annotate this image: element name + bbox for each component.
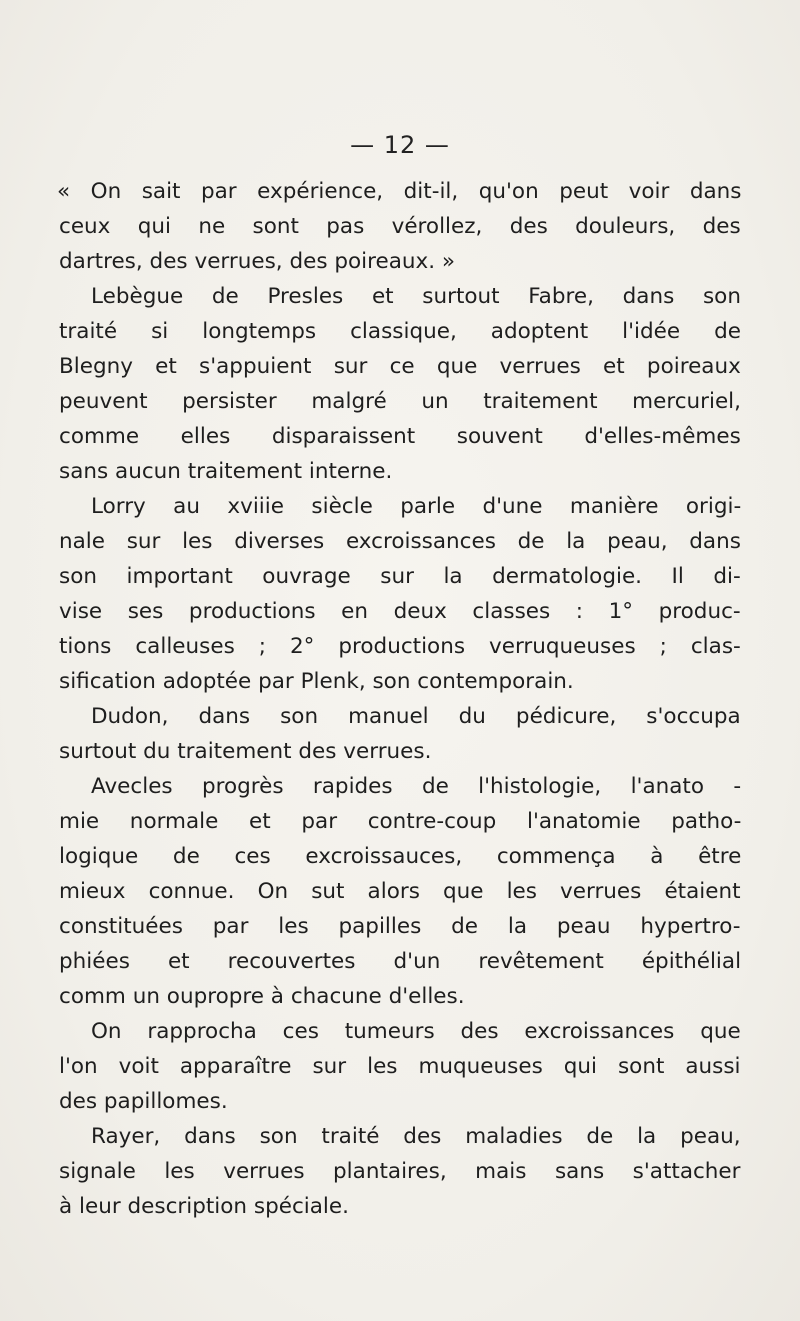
text-line-16: Dudon, dans son manuel du pédicure, s'occupa [91,704,741,729]
text-line-28: Rayer, dans son traité des maladies de la peau, [91,1124,741,1149]
text-line-3: dartres, des verrues, des poireaux. » [59,249,456,274]
text-line-29: signale les verrues plantaires, mais sans s'attacher [59,1159,741,1184]
text-line-21: mieux connue. On sut alors que les verrues étaient [59,879,741,904]
text-line-13: vise ses productions en deux classes : 1° produc- [59,599,741,624]
page-number-header: — 12 — [350,131,450,159]
text-line-30: à leur description spéciale. [59,1194,349,1219]
text-line-19: mie normale et par contre-coup l'anatomie patho- [59,809,742,834]
text-line-9: sans aucun traitement interne. [59,459,393,484]
text-line-5: traité si longtemps classique, adoptent l'idée de [59,319,741,344]
text-line-18: Avecles progrès rapides de l'histologie, l'anato - [91,774,742,799]
text-line-23: phiées et recouvertes d'un revêtement épithélial [59,949,742,974]
text-line-24: comm un oupropre à chacune d'elles. [59,984,465,1009]
text-line-22: constituées par les papilles de la peau hypertro- [59,914,741,939]
text-line-20: logique de ces excroissauces, commença à être [59,844,742,869]
text-line-14: tions calleuses ; 2° productions verruqueuses ; clas- [59,634,741,659]
text-line-15: sification adoptée par Plenk, son contemporain. [59,669,574,694]
text-line-7: peuvent persister malgré un traitement mercuriel, [59,389,741,414]
text-line-10: Lorry au xviiie siècle parle d'une manière origi- [91,494,742,519]
text-line-17: surtout du traitement des verrues. [59,739,432,764]
text-line-1: « On sait par expérience, dit-il, qu'on peut voir dans [57,179,742,204]
text-line-4: Lebègue de Presles et surtout Fabre, dans son [91,284,741,309]
text-line-12: son important ouvrage sur la dermatologie. Il di- [59,564,741,589]
text-line-6: Blegny et s'appuient sur ce que verrues et poireaux [59,354,741,379]
text-line-27: des papillomes. [59,1089,228,1114]
text-line-11: nale sur les diverses excroissances de la peau, dans [59,529,741,554]
text-line-26: l'on voit apparaître sur les muqueuses qui sont aussi [59,1054,741,1079]
text-line-2: ceux qui ne sont pas vérollez, des douleurs, des [59,214,741,239]
text-line-25: On rapprocha ces tumeurs des excroissances que [91,1019,741,1044]
text-line-8: comme elles disparaissent souvent d'elles-mêmes [59,424,741,449]
